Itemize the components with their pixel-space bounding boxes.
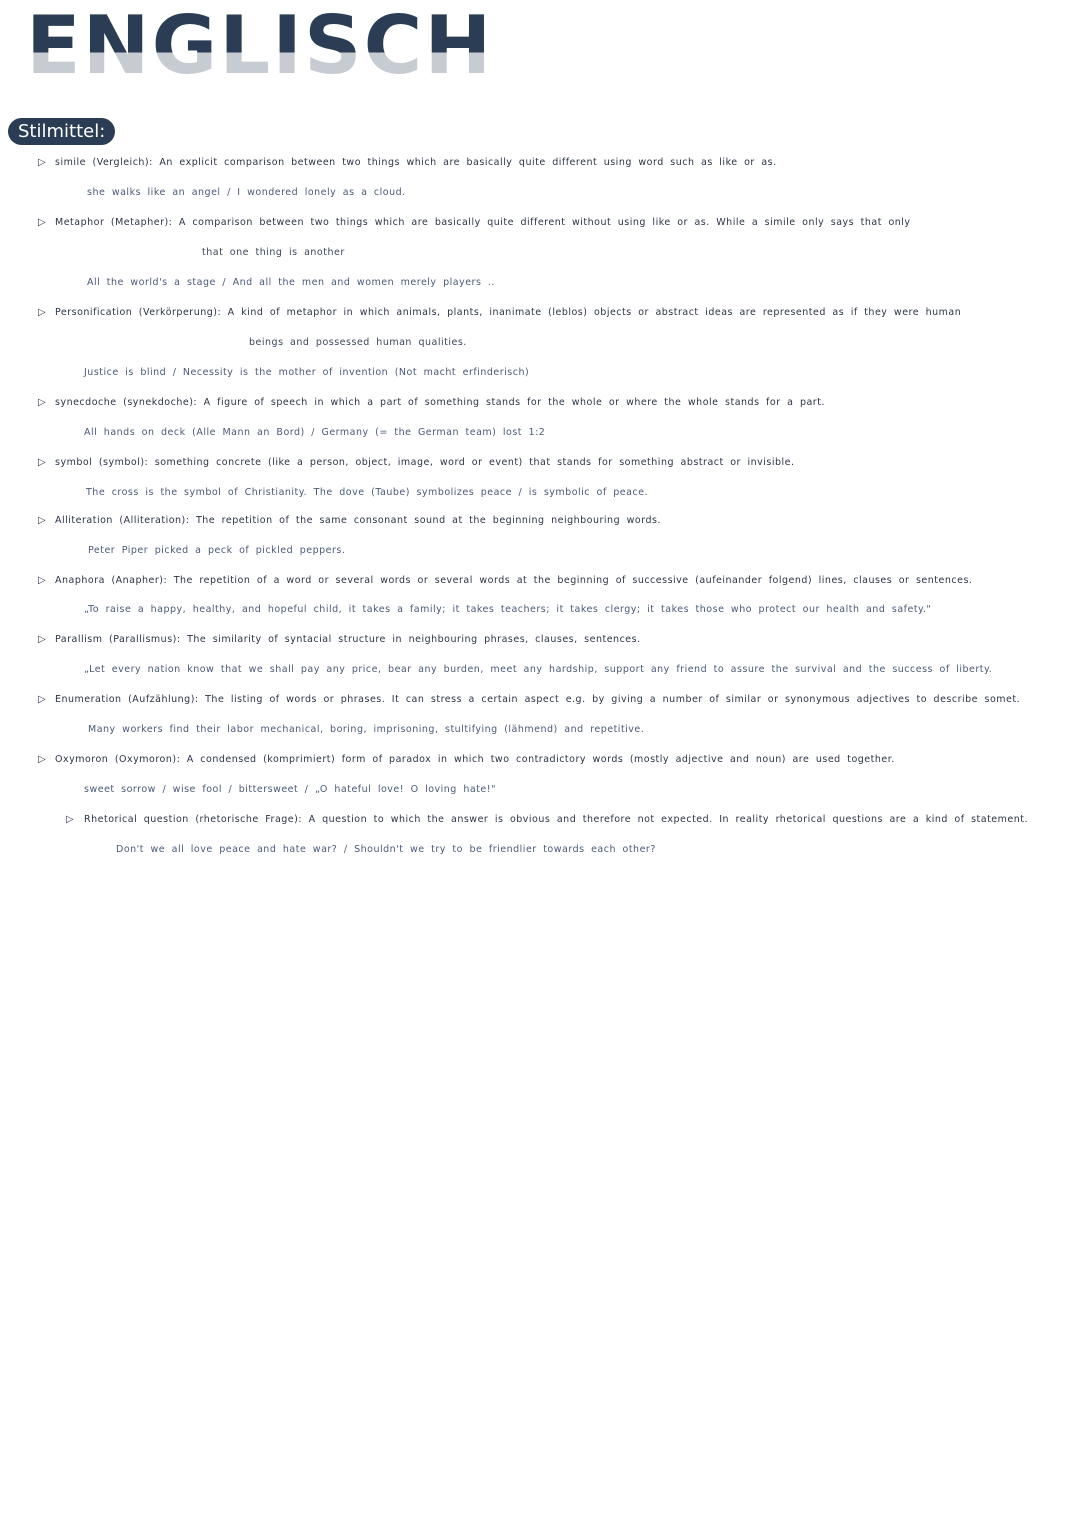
page-title: ENGLISCH [26,0,494,92]
term-definition: simile (Vergleich): An explicit comparison between two things which are basically quite different using word such as like or as. [55,157,777,168]
term-definition: Enumeration (Aufzählung): The listing of words or phrases. It can stress a certain aspect e.g. by giving a number of similar or synonymous adjectives to describe somet. [55,694,1021,705]
bullet-triangle-icon: ▷ [66,814,74,825]
term-definition: Personification (Verkörperung): A kind of metaphor in which animals, plants, inanimate (leblos) objects or abstract ideas are represented as if they were human [55,307,962,318]
example-line: Don't we all love peace and hate war? / Shouldn't we try to be friendlier towards each other? [116,844,656,855]
example-line: sweet sorrow / wise fool / bittersweet / „O hateful love! O loving hate!" [84,784,496,795]
example-line: „To raise a happy, healthy, and hopeful child, it takes a family; it takes teachers; it takes clergy; it takes those who protect our health and safety." [84,604,932,615]
definition-continuation: that one thing is another [202,247,345,258]
bullet-triangle-icon: ▷ [38,157,46,168]
definition-continuation: beings and possessed human qualities. [249,337,467,348]
example-line: „Let every nation know that we shall pay any price, bear any burden, meet any hardship, support any friend to assure the survival and the success of liberty. [84,664,993,675]
example-line: Many workers find their labor mechanical, boring, imprisoning, stultifying (lähmend) and repetitive. [88,724,645,735]
bullet-triangle-icon: ▷ [38,754,46,765]
bullet-triangle-icon: ▷ [38,457,46,468]
example-line: she walks like an angel / I wondered lonely as a cloud. [87,187,406,198]
term-definition: symbol (symbol): something concrete (like a person, object, image, word or event) that stands for something abstract or invisible. [55,457,795,468]
term-definition: Anaphora (Anapher): The repetition of a word or several words or several words at the beginning of successive (aufeinander folgend) lines, clauses or sentences. [55,575,973,586]
bullet-triangle-icon: ▷ [38,217,46,228]
term-definition: Metaphor (Metapher): A comparison between two things which are basically quite different without using like or as. While a simile only says that only [55,217,911,228]
term-definition: Rhetorical question (rhetorische Frage): A question to which the answer is obvious and therefore not expected. In reality rhetorical questions are a kind of statement. [84,814,1029,825]
example-line: Peter Piper picked a peck of pickled peppers. [88,545,346,556]
bullet-triangle-icon: ▷ [38,575,46,586]
example-line: All the world's a stage / And all the men and women merely players .. [87,277,495,288]
example-line: Justice is blind / Necessity is the mother of invention (Not macht erfinderisch) [84,367,530,378]
bullet-triangle-icon: ▷ [38,307,46,318]
bullet-triangle-icon: ▷ [38,397,46,408]
section-badge: Stilmittel: [8,118,115,145]
term-definition: Alliteration (Alliteration): The repetition of the same consonant sound at the beginning neighbouring words. [55,515,661,526]
bullet-triangle-icon: ▷ [38,515,46,526]
term-definition: Oxymoron (Oxymoron): A condensed (komprimiert) form of paradox in which two contradictory words (mostly adjective and noun) are used together. [55,754,895,765]
bullet-triangle-icon: ▷ [38,634,46,645]
example-line: All hands on deck (Alle Mann an Bord) / Germany (= the German team) lost 1:2 [84,427,546,438]
example-line: The cross is the symbol of Christianity. The dove (Taube) symbolizes peace / is symbolic of peace. [86,487,648,498]
term-definition: synecdoche (synekdoche): A figure of speech in which a part of something stands for the whole or where the whole stands for a part. [55,397,825,408]
bullet-triangle-icon: ▷ [38,694,46,705]
term-definition: Parallism (Parallismus): The similarity of syntacial structure in neighbouring phrases, clauses, sentences. [55,634,641,645]
